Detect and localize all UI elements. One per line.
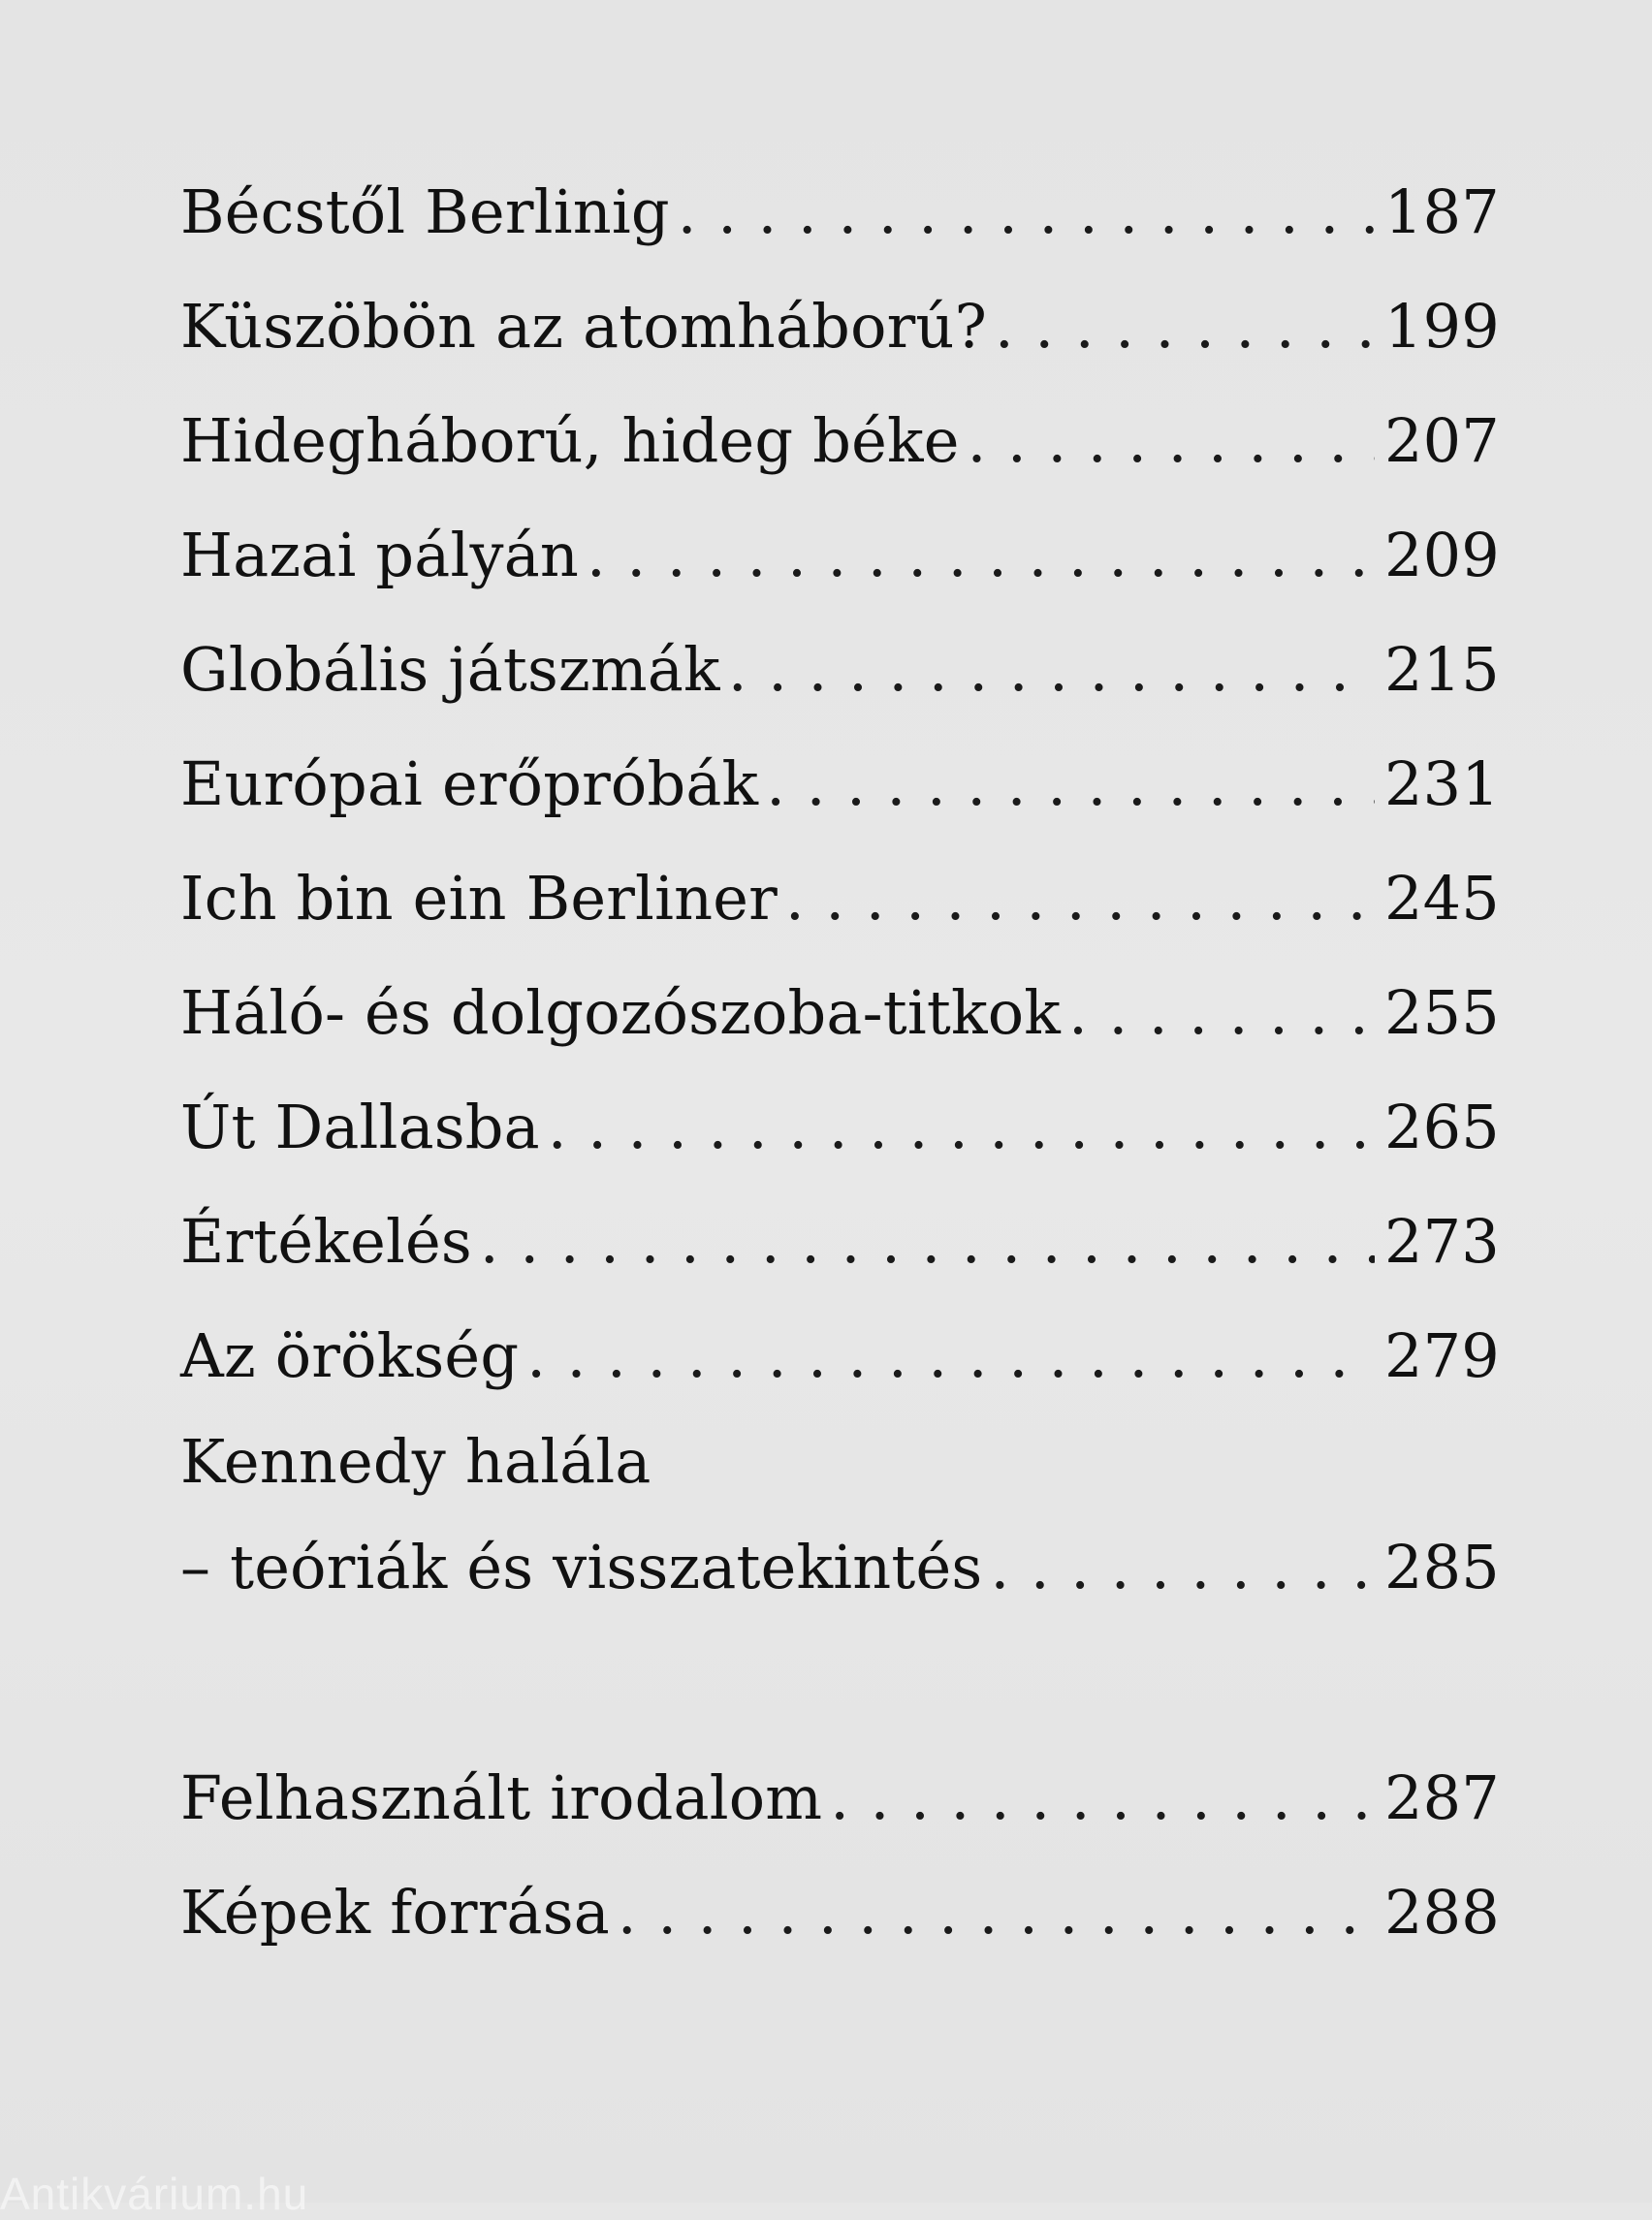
toc-entry-page: 288 — [1384, 1877, 1500, 1948]
toc-entry-page: 245 — [1384, 863, 1500, 934]
dot-leader — [587, 498, 1375, 613]
section-gap — [180, 1625, 1499, 1741]
toc-entry — [180, 270, 1499, 384]
toc-entry-title-line1: Kennedy halála — [180, 1426, 651, 1497]
toc-entry — [180, 155, 1499, 270]
toc-entry-title: Háló- és dolgozószoba-titkok — [180, 977, 1062, 1048]
dot-leader — [728, 613, 1375, 727]
toc-entry-page: 215 — [1384, 634, 1500, 705]
toc-entry-title: Út Dallasba — [180, 1092, 540, 1162]
dot-leader — [766, 727, 1375, 841]
toc-entry-page: 273 — [1384, 1206, 1500, 1277]
dot-leader — [548, 1070, 1375, 1185]
dot-leader — [480, 1185, 1375, 1299]
toc-entry-title: Küszöbön az atomháború? — [180, 291, 988, 362]
toc-entry — [180, 384, 1499, 498]
toc-entry-title: Az örökség — [180, 1320, 520, 1391]
toc-entry — [180, 613, 1499, 727]
dot-leader — [526, 1299, 1375, 1413]
dot-leader — [1068, 956, 1375, 1070]
toc-entry — [180, 1070, 1499, 1185]
table-of-contents — [180, 155, 1499, 1970]
toc-appendix-entry — [180, 1855, 1499, 1970]
toc-entry-title: Európai erőpróbák — [180, 748, 759, 819]
toc-entry-page: 187 — [1384, 176, 1500, 247]
toc-entry-title: Globális játszmák — [180, 634, 720, 705]
dot-leader — [678, 155, 1375, 270]
toc-entry-line2 — [180, 1510, 1499, 1625]
toc-entry-page: 287 — [1384, 1762, 1500, 1833]
dot-leader — [830, 1741, 1375, 1855]
toc-entry-page: 265 — [1384, 1092, 1500, 1162]
watermark: Antikvárium.hu — [0, 2169, 309, 2219]
toc-entry-page: 231 — [1384, 748, 1500, 819]
toc-entry-title: Hidegháború, hideg béke — [180, 405, 960, 476]
toc-entry-title: Képek forrása — [180, 1877, 610, 1948]
toc-entry — [180, 1299, 1499, 1413]
toc-entry-multiline — [180, 1413, 1499, 1625]
dot-leader — [618, 1855, 1375, 1970]
toc-entry-title-line2: – teóriák és visszatekintés — [180, 1532, 983, 1602]
dot-leader — [785, 841, 1375, 956]
toc-entry — [180, 956, 1499, 1070]
dot-leader — [968, 384, 1375, 498]
toc-entry — [180, 498, 1499, 613]
toc-entry-page: 207 — [1384, 405, 1500, 476]
toc-entry-title: Hazai pályán — [180, 520, 580, 590]
toc-entry-page: 279 — [1384, 1320, 1500, 1391]
toc-entry — [180, 841, 1499, 956]
dot-leader — [995, 270, 1375, 384]
toc-entry-page: 255 — [1384, 977, 1500, 1048]
toc-entry-title: Ich bin ein Berliner — [180, 863, 778, 934]
toc-entry-title: Bécstől Berlinig — [180, 176, 670, 247]
toc-entry — [180, 727, 1499, 841]
toc-appendix-entry — [180, 1741, 1499, 1855]
dot-leader — [990, 1510, 1375, 1625]
toc-entry-page: 199 — [1384, 291, 1500, 362]
toc-entry-title: Felhasznált irodalom — [180, 1762, 823, 1833]
toc-entry — [180, 1185, 1499, 1299]
toc-entry-page: 209 — [1384, 520, 1500, 590]
toc-entry-page: 285 — [1384, 1532, 1500, 1602]
toc-entry-title: Értékelés — [180, 1206, 472, 1277]
